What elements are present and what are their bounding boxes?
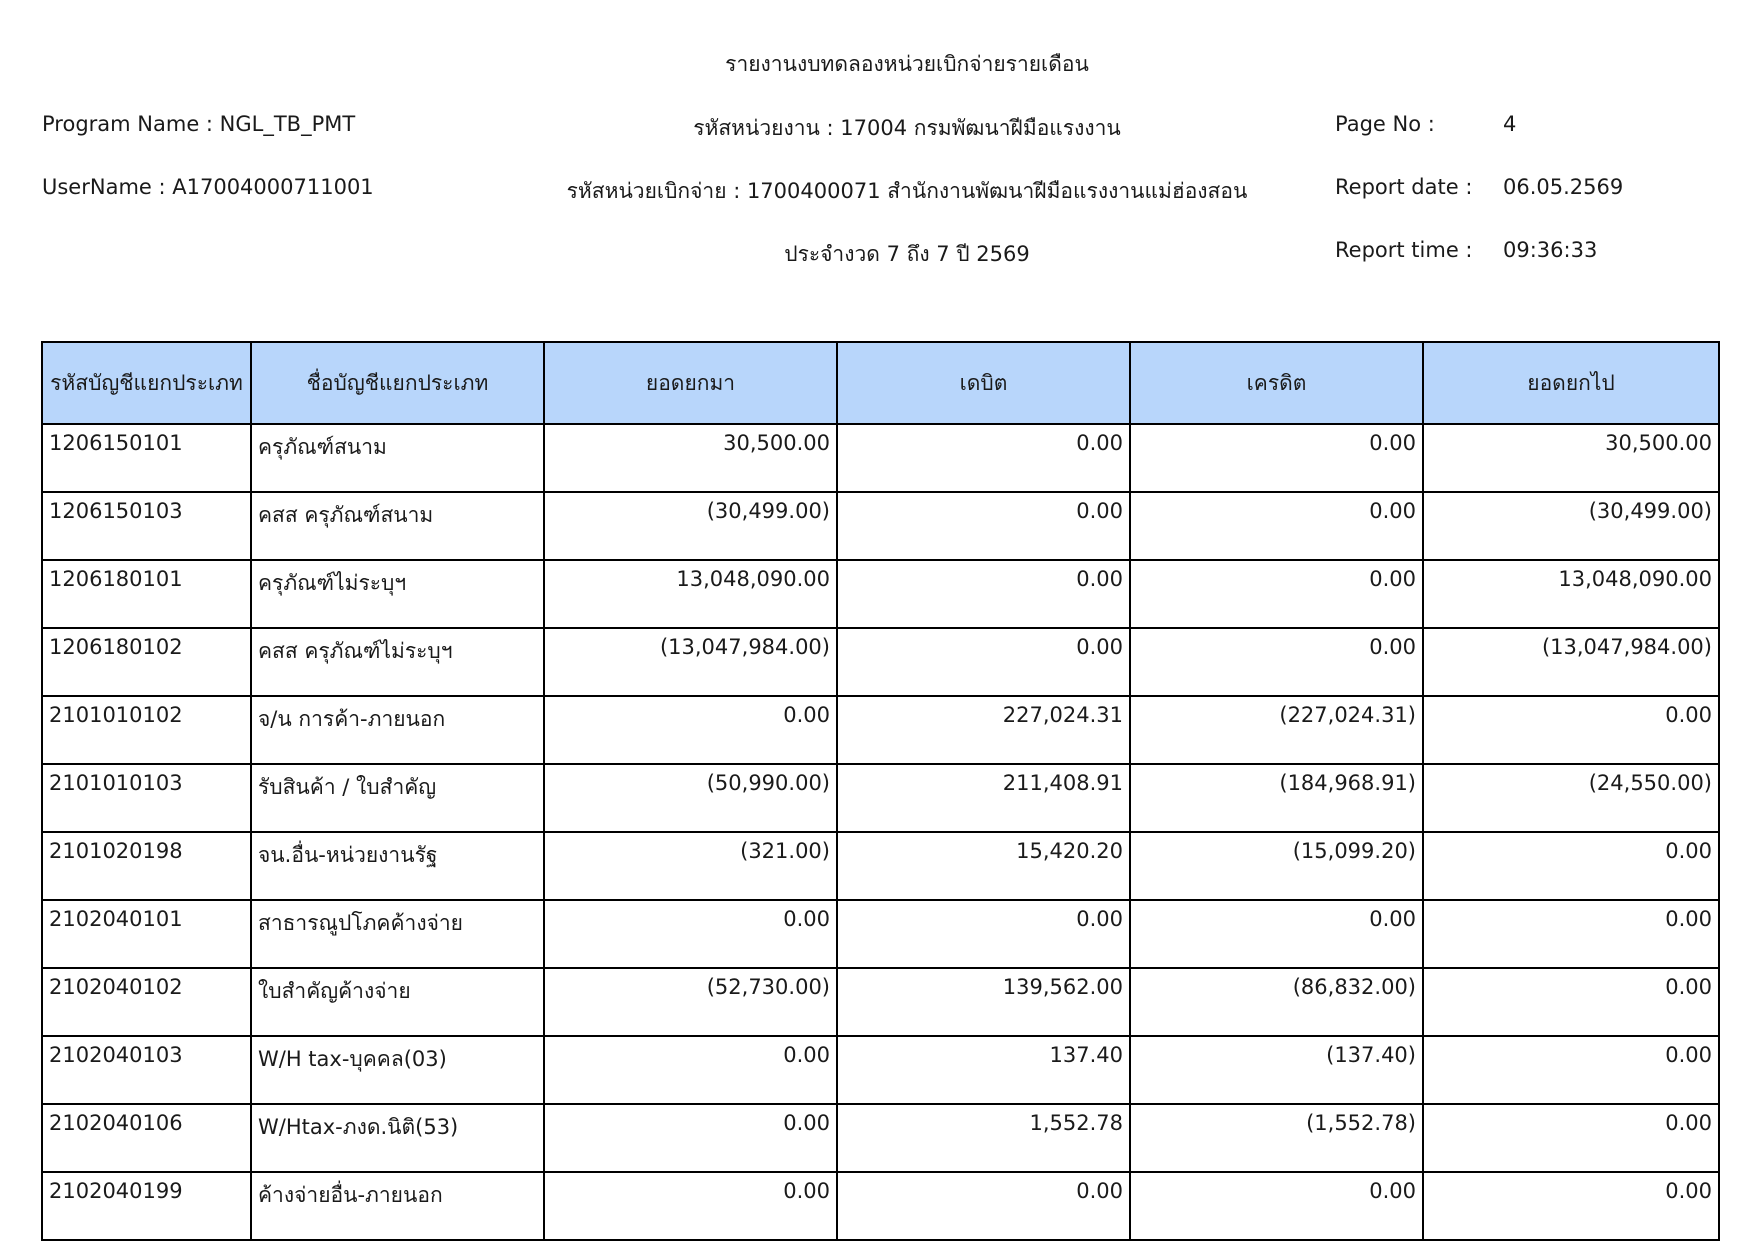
table-row: [42, 560, 1719, 628]
opening-balance-cell: 0.00: [544, 900, 837, 968]
credit-cell: (184,968.91): [1130, 764, 1423, 832]
opening-balance-cell: (13,047,984.00): [544, 628, 837, 696]
header-debit: เดบิต: [837, 342, 1130, 424]
disbursing-unit: รหัสหน่วยเบิกจ่าย : 1700400071 สำนักงานพัฒนาฝีมือแรงงานแม่ฮ่องสอน: [566, 179, 1248, 203]
report-date-value: 06.05.2569: [1503, 175, 1624, 199]
opening-balance-cell: 0.00: [544, 696, 837, 764]
debit-cell: 0.00: [837, 492, 1130, 560]
credit-cell: 0.00: [1130, 1172, 1423, 1240]
table-header-row: [42, 342, 1719, 424]
debit-cell: 15,420.20: [837, 832, 1130, 900]
report-time-label: Report time :: [1335, 238, 1473, 262]
debit-cell: 0.00: [837, 424, 1130, 492]
opening-balance-cell: (321.00): [544, 832, 837, 900]
closing-balance-cell: 0.00: [1423, 1036, 1719, 1104]
credit-cell: 0.00: [1130, 628, 1423, 696]
header-credit: เครดิต: [1130, 342, 1423, 424]
table-row: [42, 696, 1719, 764]
account-code-cell: 1206180102: [42, 628, 251, 696]
account-code-cell: 2102040102: [42, 968, 251, 1036]
account-code-cell: 1206150101: [42, 424, 251, 492]
table-row: [42, 832, 1719, 900]
table-row: [42, 424, 1719, 492]
program-name: Program Name : NGL_TB_PMT: [42, 112, 356, 136]
table-row: [42, 628, 1719, 696]
closing-balance-cell: 0.00: [1423, 832, 1719, 900]
credit-cell: (227,024.31): [1130, 696, 1423, 764]
account-name-cell: จ/น การค้า-ภายนอก: [251, 696, 544, 764]
account-name-cell: รับสินค้า / ใบสำคัญ: [251, 764, 544, 832]
table-row: [42, 764, 1719, 832]
report-date-label: Report date :: [1335, 175, 1473, 199]
account-code-cell: 1206180101: [42, 560, 251, 628]
account-name-cell: ใบสำคัญค้างจ่าย: [251, 968, 544, 1036]
header-opening-balance: ยอดยกมา: [544, 342, 837, 424]
account-code-cell: 2102040106: [42, 1104, 251, 1172]
credit-cell: 0.00: [1130, 424, 1423, 492]
account-name-cell: จน.อื่น-หน่วยงานรัฐ: [251, 832, 544, 900]
account-name-cell: ค้างจ่ายอื่น-ภายนอก: [251, 1172, 544, 1240]
account-name-cell: สาธารณูปโภคค้างจ่าย: [251, 900, 544, 968]
header-account-name: ชื่อบัญชีแยกประเภท: [251, 342, 544, 424]
account-name-cell: คสส ครุภัณฑ์ไม่ระบุฯ: [251, 628, 544, 696]
account-name-cell: ครุภัณฑ์สนาม: [251, 424, 544, 492]
opening-balance-cell: 0.00: [544, 1104, 837, 1172]
debit-cell: 0.00: [837, 1172, 1130, 1240]
credit-cell: 0.00: [1130, 560, 1423, 628]
debit-cell: 227,024.31: [837, 696, 1130, 764]
page-no-value: 4: [1503, 112, 1517, 136]
account-code-cell: 2102040199: [42, 1172, 251, 1240]
opening-balance-cell: 0.00: [544, 1172, 837, 1240]
header-account-code: รหัสบัญชีแยกประเภท: [42, 342, 251, 424]
credit-cell: (1,552.78): [1130, 1104, 1423, 1172]
debit-cell: 137.40: [837, 1036, 1130, 1104]
credit-cell: (137.40): [1130, 1036, 1423, 1104]
closing-balance-cell: (30,499.00): [1423, 492, 1719, 560]
closing-balance-cell: 13,048,090.00: [1423, 560, 1719, 628]
account-code-cell: 1206150103: [42, 492, 251, 560]
opening-balance-cell: 13,048,090.00: [544, 560, 837, 628]
account-code-cell: 2101010102: [42, 696, 251, 764]
account-name-cell: W/H tax-บุคคล(03): [251, 1036, 544, 1104]
opening-balance-cell: (52,730.00): [544, 968, 837, 1036]
closing-balance-cell: 30,500.00: [1423, 424, 1719, 492]
closing-balance-cell: 0.00: [1423, 900, 1719, 968]
table-row: [42, 1104, 1719, 1172]
account-code-cell: 2101010103: [42, 764, 251, 832]
debit-cell: 0.00: [837, 628, 1130, 696]
agency-code: รหัสหน่วยงาน : 17004 กรมพัฒนาฝีมือแรงงาน: [693, 116, 1121, 140]
opening-balance-cell: (50,990.00): [544, 764, 837, 832]
closing-balance-cell: 0.00: [1423, 696, 1719, 764]
debit-cell: 211,408.91: [837, 764, 1130, 832]
debit-cell: 1,552.78: [837, 1104, 1130, 1172]
credit-cell: (86,832.00): [1130, 968, 1423, 1036]
account-name-cell: ครุภัณฑ์ไม่ระบุฯ: [251, 560, 544, 628]
opening-balance-cell: 0.00: [544, 1036, 837, 1104]
report-period: ประจำงวด 7 ถึง 7 ปี 2569: [784, 242, 1030, 266]
page-no-label: Page No :: [1335, 112, 1435, 136]
account-name-cell: W/Htax-ภงด.นิติ(53): [251, 1104, 544, 1172]
closing-balance-cell: 0.00: [1423, 968, 1719, 1036]
report-time-value: 09:36:33: [1503, 238, 1598, 262]
closing-balance-cell: (13,047,984.00): [1423, 628, 1719, 696]
credit-cell: (15,099.20): [1130, 832, 1423, 900]
header-closing-balance: ยอดยกไป: [1423, 342, 1719, 424]
table-row: [42, 1172, 1719, 1240]
trial-balance-table: [41, 341, 1720, 1241]
closing-balance-cell: 0.00: [1423, 1104, 1719, 1172]
table-row: [42, 968, 1719, 1036]
opening-balance-cell: 30,500.00: [544, 424, 837, 492]
account-code-cell: 2101020198: [42, 832, 251, 900]
account-code-cell: 2102040103: [42, 1036, 251, 1104]
opening-balance-cell: (30,499.00): [544, 492, 837, 560]
table-row: [42, 1036, 1719, 1104]
table-row: [42, 492, 1719, 560]
username: UserName : A17004000711001: [42, 175, 374, 199]
credit-cell: 0.00: [1130, 492, 1423, 560]
credit-cell: 0.00: [1130, 900, 1423, 968]
debit-cell: 0.00: [837, 560, 1130, 628]
report-title: รายงานงบทดลองหน่วยเบิกจ่ายรายเดือน: [725, 52, 1089, 76]
table-row: [42, 900, 1719, 968]
debit-cell: 139,562.00: [837, 968, 1130, 1036]
closing-balance-cell: (24,550.00): [1423, 764, 1719, 832]
closing-balance-cell: 0.00: [1423, 1172, 1719, 1240]
debit-cell: 0.00: [837, 900, 1130, 968]
account-code-cell: 2102040101: [42, 900, 251, 968]
account-name-cell: คสส ครุภัณฑ์สนาม: [251, 492, 544, 560]
